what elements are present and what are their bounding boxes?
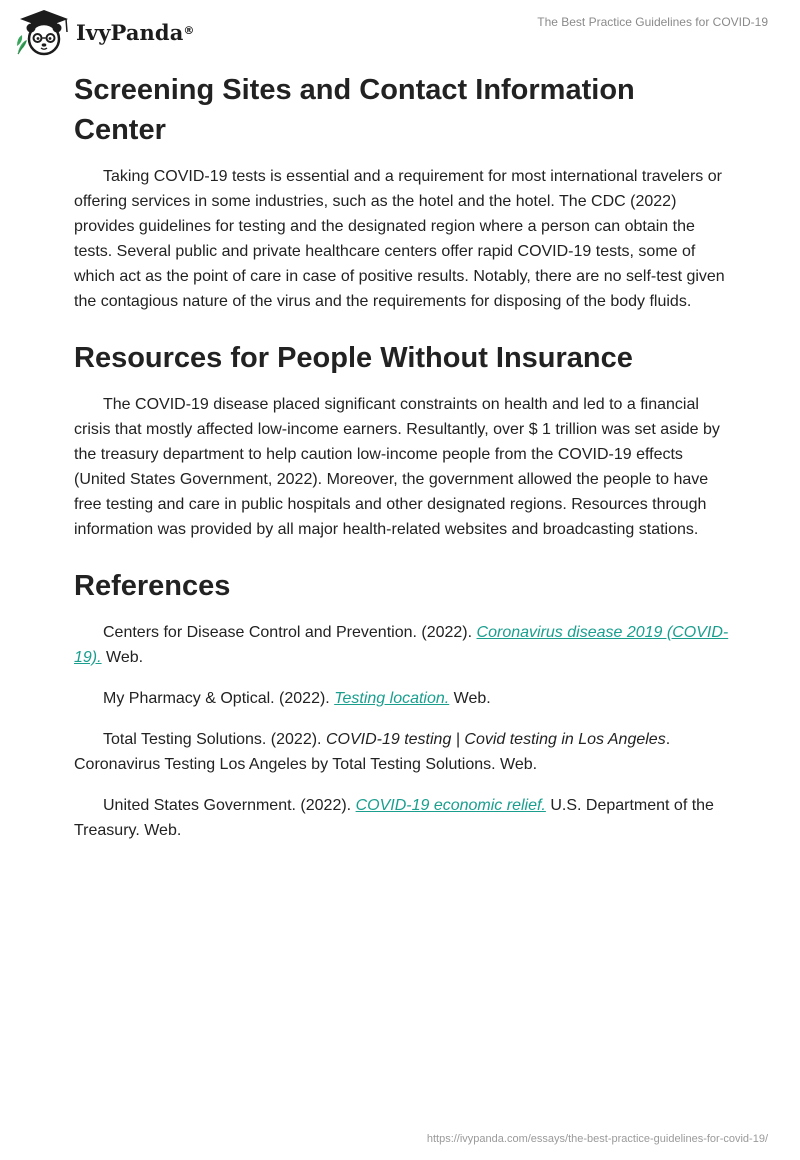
page-header (0, 0, 800, 60)
ivypanda-logo[interactable] (14, 8, 194, 56)
section-references (74, 566, 730, 843)
reference-author: Centers for Disease Control and Prevention. (2022). (103, 624, 477, 641)
reference-author: Total Testing Solutions. (2022). (103, 731, 326, 748)
reference-title: COVID-19 testing | Covid testing in Los Angeles (325, 731, 666, 748)
reference-link[interactable]: Coronavirus disease 2019 (COVID-19). (74, 624, 729, 666)
reference-tail: . Coronavirus Testing Los Angeles by Total Testing Solutions. Web. (74, 731, 671, 773)
document-title: The Best Practice Guidelines for COVID-19 (537, 15, 768, 29)
references-heading: References (74, 570, 231, 602)
reference-link[interactable]: COVID-19 economic relief. (355, 797, 546, 814)
reference-tail: U.S. Department of the Treasury. Web. (74, 797, 714, 839)
reference-item (74, 793, 730, 843)
section-paragraph: Taking COVID-19 tests is essential and a requirement for most international travelers or offering services in some industries, such as the hotel and the hotel. The CDC (2022) provides guidelines for testing and the designated region where a person can obtain the tests. Several public and private healthcare centers offer rapid COVID-19 tests, some of which act as the point of care in case of positive results. Notably, there are no self-test given the contagious nature of the virus and the requirements for disposing of the body fluids. (74, 168, 725, 310)
reference-item (74, 727, 730, 777)
reference-item (74, 620, 730, 670)
section-screening-sites (74, 70, 730, 314)
reference-link[interactable]: Testing location. (334, 690, 450, 707)
essay-content (74, 70, 730, 859)
reference-author: My Pharmacy & Optical. (2022). (103, 690, 335, 707)
section-resources-without-insurance (74, 338, 730, 542)
reference-tail: Web. (101, 649, 144, 666)
source-url: https://ivypanda.com/essays/the-best-practice-guidelines-for-covid-19/ (426, 1133, 768, 1145)
section-heading: Resources for People Without Insurance (74, 342, 633, 374)
reference-author: United States Government. (2022). (103, 797, 356, 814)
section-heading: Screening Sites and Contact Information Center (74, 74, 635, 146)
reference-tail: Web. (449, 690, 491, 707)
panda-graduate-icon (14, 8, 74, 56)
section-paragraph: The COVID-19 disease placed significant constraints on health and led to a financial crisis that mostly affected low-income earners. Resultantly, over $ 1 trillion was set aside by the treasury department to help caution low-income people from the COVID-19 effects (United States Government, 2022). Moreover, the government allowed the people to have free testing and care in public hospitals and other designated regions. Resources through information was provided by all major health-related websites and broadcasting stations. (74, 396, 720, 538)
reference-item (74, 686, 730, 711)
brand-name: IvyPanda (76, 19, 184, 45)
registered-mark: ® (183, 23, 195, 37)
